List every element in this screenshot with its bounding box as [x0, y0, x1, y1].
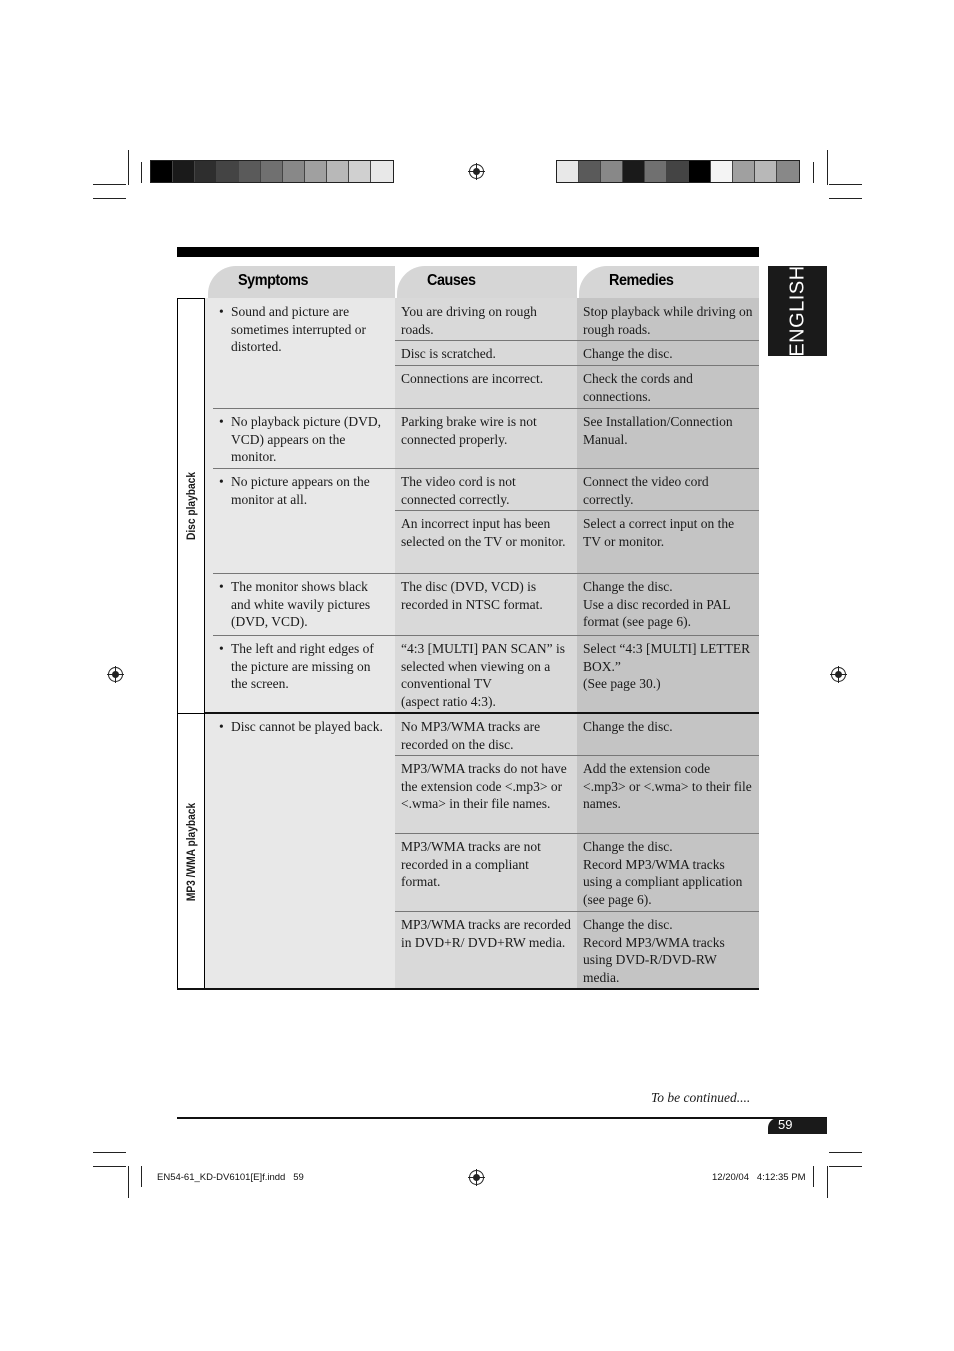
color-swatch — [327, 161, 349, 182]
color-swatch — [173, 161, 195, 182]
registration-mark-icon — [469, 164, 484, 179]
section-label: MP3 /WMA playback — [184, 802, 198, 901]
color-swatch — [283, 161, 305, 182]
symptom-cell: • No playback picture (DVD, VCD) appears on the monitor. — [219, 414, 381, 464]
remedy-cell: Change the disc. Record MP3/WMA tracks using a compliant application (see page 6). — [583, 839, 743, 907]
symptom-cell: • Sound and picture are sometimes interrupted or distorted. — [219, 304, 366, 354]
cause-cell: You are driving on rough roads. — [401, 304, 537, 337]
color-swatch — [755, 161, 777, 182]
symptom-cell: • Disc cannot be played back. — [219, 719, 383, 734]
color-swatch — [217, 161, 239, 182]
header-causes — [397, 266, 577, 298]
row-separator — [395, 365, 759, 366]
row-separator — [213, 573, 759, 574]
header-symptoms — [208, 266, 395, 298]
row-separator — [395, 833, 759, 834]
footer-file-info: EN54-61_KD-DV6101[E]f.indd 59 — [157, 1172, 304, 1183]
header-remedies-label: Remedies — [609, 272, 674, 289]
remedy-cell: Stop playback while driving on rough roads. — [583, 304, 753, 337]
cause-cell: The disc (DVD, VCD) is recorded in NTSC format. — [401, 579, 543, 612]
section-separator — [205, 712, 759, 714]
row-separator — [395, 340, 759, 341]
row-separator — [395, 510, 759, 511]
remedy-cell: Check the cords and connections. — [583, 371, 693, 404]
color-swatch — [371, 161, 393, 182]
remedy-cell: Change the disc. — [583, 719, 673, 734]
symptom-cell: • The left and right edges of the picture are missing on the screen. — [219, 641, 374, 691]
table-bottom-rule — [177, 988, 759, 990]
section-label: Disc playback — [184, 471, 198, 541]
cause-cell: Disc is scratched. — [401, 346, 496, 361]
color-swatch — [239, 161, 261, 182]
header-symptoms-label: Symptoms — [238, 272, 309, 289]
page-number-tab — [768, 1118, 827, 1134]
table-top-rule — [177, 247, 759, 257]
cause-cell: MP3/WMA tracks do not have the extension code <.mp3> or <.wma> in their file names. — [401, 761, 567, 811]
cause-cell: Connections are incorrect. — [401, 371, 544, 386]
registration-mark-icon — [469, 1170, 484, 1185]
color-swatch — [645, 161, 667, 182]
cause-cell: An incorrect input has been selected on the TV or monitor. — [401, 516, 566, 549]
footer-timestamp: 12/20/04 4:12:35 PM — [712, 1172, 806, 1183]
header-remedies — [579, 266, 759, 298]
header-causes-label: Causes — [427, 272, 476, 289]
color-swatch — [777, 161, 799, 182]
cause-cell: The video cord is not connected correctly. — [401, 474, 516, 507]
color-swatch — [557, 161, 579, 182]
cause-cell: Parking brake wire is not connected properly. — [401, 414, 537, 447]
remedy-cell: Select “4:3 [MULTI] LETTER BOX.” (See page 30.) — [583, 641, 751, 691]
to-be-continued: To be continued.... — [651, 1090, 751, 1105]
color-swatch — [623, 161, 645, 182]
remedy-cell: Change the disc. Record MP3/WMA tracks using DVD-R/DVD-RW media. — [583, 917, 725, 985]
remedy-cell: See Installation/Connection Manual. — [583, 414, 733, 447]
cause-cell: MP3/WMA tracks are recorded in DVD+R/ DVD+RW media. — [401, 917, 571, 950]
remedy-cell: Connect the video cord correctly. — [583, 474, 709, 507]
color-swatch — [667, 161, 689, 182]
symptom-cell: • The monitor shows black and white wavily pictures (DVD, VCD). — [219, 579, 371, 629]
section-disc-playback — [177, 298, 205, 714]
color-swatch — [349, 161, 371, 182]
remedy-cell: Select a correct input on the TV or monitor. — [583, 516, 735, 549]
color-bar-right — [556, 160, 800, 183]
cause-cell: No MP3/WMA tracks are recorded on the disc. — [401, 719, 541, 752]
section-mp3-wma-playback — [177, 713, 205, 990]
color-swatch — [579, 161, 601, 182]
language-tab-label: ENGLISH — [786, 265, 808, 357]
remedy-cell: Change the disc. — [583, 346, 673, 361]
color-bar-left — [150, 160, 394, 183]
color-swatch — [151, 161, 173, 182]
registration-mark-icon — [108, 667, 123, 682]
color-swatch — [689, 161, 711, 182]
color-swatch — [711, 161, 733, 182]
symptom-cell: • No picture appears on the monitor at all. — [219, 474, 370, 507]
cause-cell: MP3/WMA tracks are not recorded in a compliant format. — [401, 839, 541, 889]
row-separator — [213, 635, 759, 636]
color-swatch — [195, 161, 217, 182]
remedy-cell: Change the disc. Use a disc recorded in PAL format (see page 6). — [583, 579, 731, 629]
color-swatch — [733, 161, 755, 182]
remedy-cell: Add the extension code <.mp3> or <.wma> to their file names. — [583, 761, 752, 811]
row-separator — [213, 468, 759, 469]
registration-mark-icon — [831, 667, 846, 682]
cause-cell: “4:3 [MULTI] PAN SCAN” is selected when viewing on a conventional TV (aspect ratio 4:3). — [401, 641, 566, 709]
page-number: 59 — [778, 1117, 793, 1132]
color-swatch — [601, 161, 623, 182]
language-tab — [768, 266, 827, 356]
color-swatch — [261, 161, 283, 182]
footer-rule — [177, 1117, 827, 1119]
row-separator — [213, 408, 759, 409]
row-separator — [395, 755, 759, 756]
color-swatch — [305, 161, 327, 182]
row-separator — [395, 911, 759, 912]
